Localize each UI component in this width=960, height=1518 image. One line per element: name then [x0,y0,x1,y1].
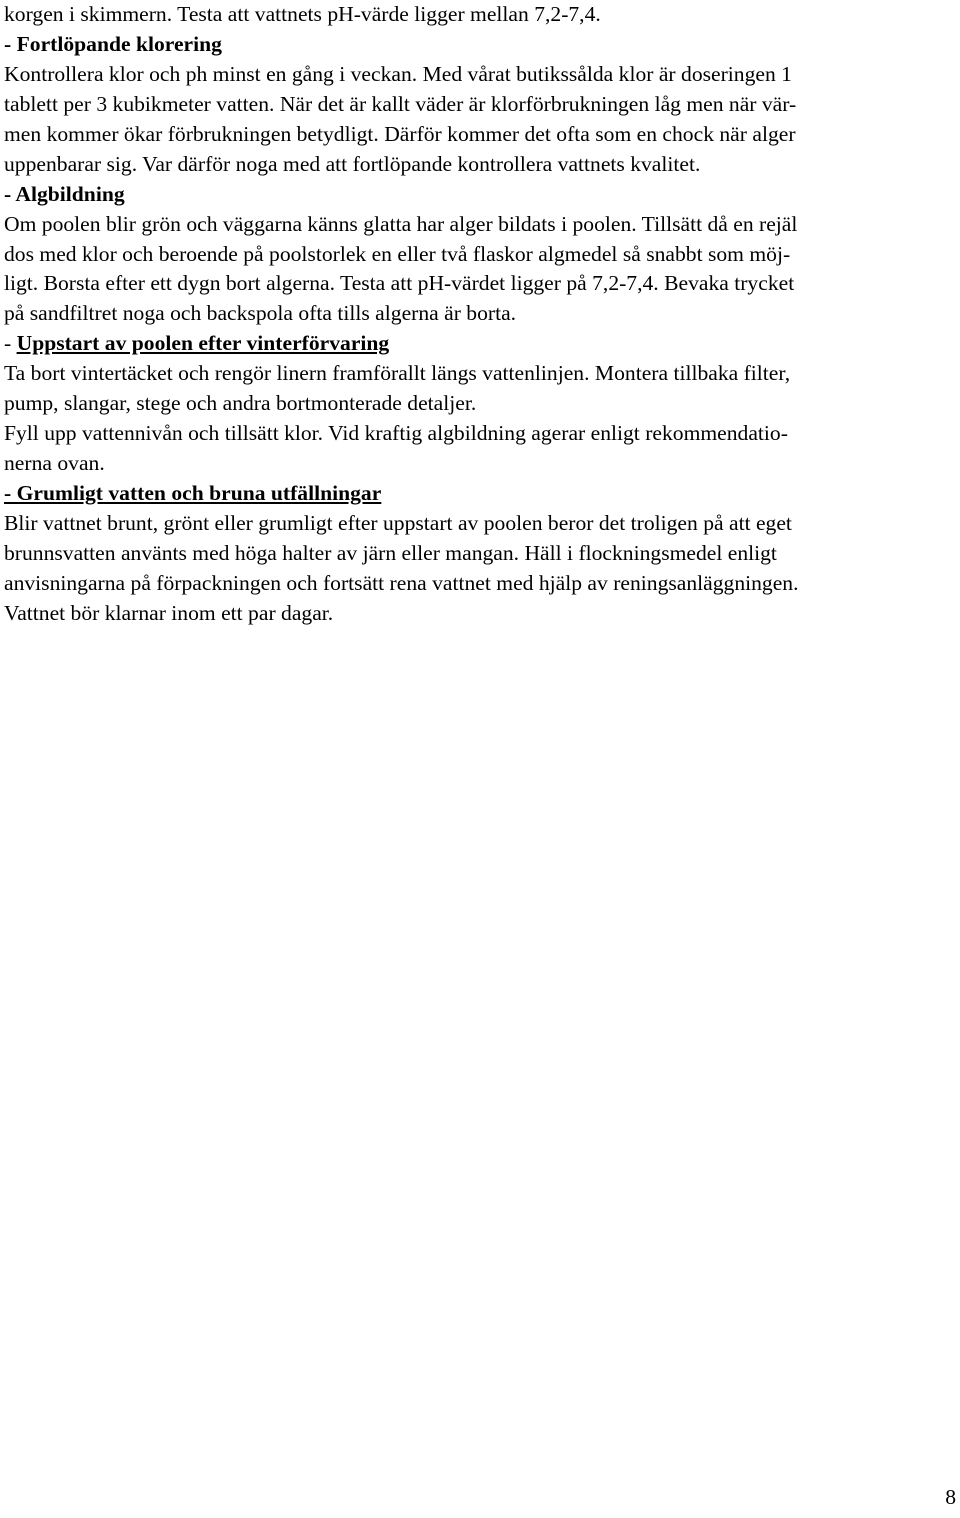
body-text-line: Ta bort vintertäcket och rengör linern framförallt längs vattenlinjen. Montera tillbaka filter, [4,361,791,386]
body-text-line: tablett per 3 kubikmeter vatten. När det är kallt väder är klorförbrukningen låg men när vär- [4,91,797,116]
section-heading-fortlopande-klorering: - Fortlöpande klorering [4,31,222,56]
body-text-line: Om poolen blir grön och väggarna känns glatta har alger bildats i poolen. Tillsätt då en rejäl [4,211,798,236]
body-text-line: ligt. Borsta efter ett dygn bort algerna. Testa att pH-värdet ligger på 7,2-7,4. Bevaka trycket [4,271,795,296]
document-page [4,0,954,629]
section-heading-uppstart-text: Uppstart av poolen efter vinterförvaring [16,331,390,356]
body-text-line: Vattnet bör klarnar inom ett par dagar. [4,600,334,625]
section-heading-grumligt-vatten: - Grumligt vatten och bruna utfällningar [4,481,382,505]
body-text-line: Fyll upp vattennivån och tillsätt klor. Vid kraftig algbildning agerar enligt rekommendatio- [4,421,788,446]
section-heading-prefix: - [4,331,17,356]
body-text-line: Blir vattnet brunt, grönt eller grumligt efter uppstart av poolen beror det troligen på att eget [4,510,792,535]
section-heading-uppstart [4,329,954,359]
body-text-line: uppenbarar sig. Var därför noga med att fortlöpande kontrollera vattnets kvalitet. [4,151,701,176]
body-text-line: brunnsvatten använts med höga halter av järn eller mangan. Häll i flockningsmedel enligt [4,540,777,565]
body-text-line: Kontrollera klor och ph minst en gång i veckan. Med vårat butikssålda klor är doseringen 1 [4,61,792,86]
body-text-line: nerna ovan. [4,451,105,476]
body-text-line: korgen i skimmern. Testa att vattnets pH-värde ligger mellan 7,2-7,4. [4,2,601,26]
body-text-line: men kommer ökar förbrukningen betydligt. Därför kommer det ofta som en chock när alger [4,121,796,146]
page-number: 8 [945,1485,956,1509]
body-text-line: pump, slangar, stege och andra bortmonterade detaljer. [4,391,477,416]
body-text-line: anvisningarna på förpackningen och fortsätt rena vattnet med hjälp av reningsanläggningen. [4,570,799,595]
body-text-line: på sandfiltret noga och backspola ofta tills algerna är borta. [4,301,517,326]
body-text-line: dos med klor och beroende på poolstorlek en eller två flaskor algmedel så snabbt som möj- [4,241,791,266]
section-heading-algbildning: - Algbildning [4,181,125,206]
